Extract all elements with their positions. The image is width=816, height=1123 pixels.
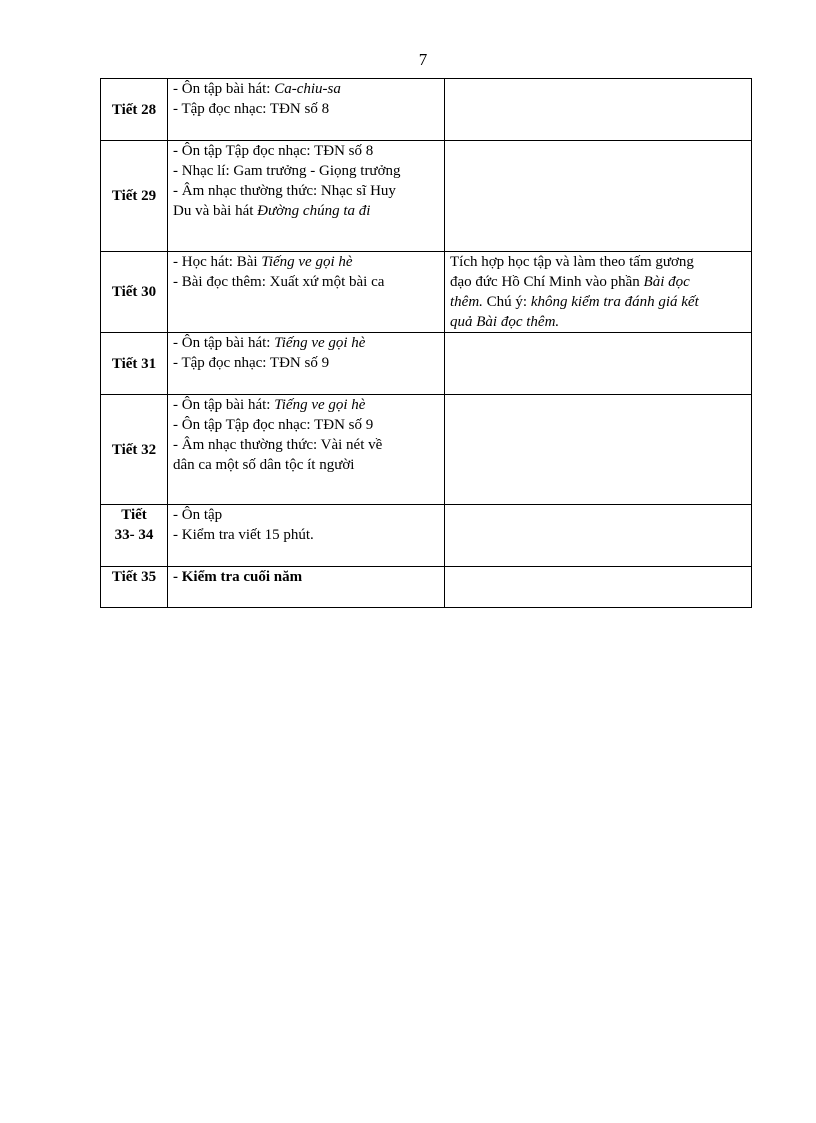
lesson-cell: Tiết 35 — [101, 567, 168, 608]
content-line: - Ôn tập — [173, 507, 223, 523]
content-cell — [168, 505, 445, 567]
table-row — [101, 395, 752, 505]
lesson-cell: Tiết 28 — [101, 79, 168, 141]
lesson-cell: Tiết 31 — [101, 333, 168, 395]
content-line: Du và bài hát Đường chúng ta đi — [173, 203, 371, 219]
table-row — [101, 505, 752, 567]
content-cell — [168, 141, 445, 252]
content-line: - Ôn tập bài hát: Tiếng ve gọi hè — [173, 335, 366, 351]
lesson-cell: Tiết 33- 34 — [101, 505, 168, 567]
content-cell — [168, 395, 445, 505]
note-cell — [445, 79, 752, 141]
note-line: thêm. Chú ý: không kiểm tra đánh giá kết — [450, 294, 699, 310]
note-cell — [445, 333, 752, 395]
content-line: dân ca một số dân tộc ít người — [173, 457, 355, 473]
table-row — [101, 141, 752, 252]
content-line: - Âm nhạc thường thức: Nhạc sĩ Huy — [173, 183, 396, 199]
content-line: - Nhạc lí: Gam trưởng - Giọng trưởng — [173, 163, 401, 179]
note-cell — [445, 505, 752, 567]
note-line: quả Bài đọc thêm. — [450, 314, 560, 330]
content-line: - Ôn tập bài hát: Tiếng ve gọi hè — [173, 397, 366, 413]
note-cell — [445, 252, 752, 333]
content-cell — [168, 79, 445, 141]
lesson-cell: Tiết 29 — [101, 141, 168, 252]
content-line: - Bài đọc thêm: Xuất xứ một bài ca — [173, 274, 385, 290]
content-line: - Ôn tập Tập đọc nhạc: TĐN số 8 — [173, 143, 374, 159]
content-line: - Học hát: Bài Tiếng ve gọi hè — [173, 254, 353, 270]
lesson-cell: Tiết 32 — [101, 395, 168, 505]
note-cell — [445, 141, 752, 252]
content-line: - Kiểm tra cuối năm — [173, 569, 303, 585]
content-line: - Tập đọc nhạc: TĐN số 8 — [173, 101, 330, 117]
content-cell — [168, 567, 445, 608]
page-number: 7 — [418, 50, 428, 69]
lesson-schedule-table — [100, 78, 752, 608]
note-cell — [445, 395, 752, 505]
content-line: - Ôn tập Tập đọc nhạc: TĐN số 9 — [173, 417, 374, 433]
content-line: - Kiểm tra viết 15 phút. — [173, 527, 314, 543]
table-row — [101, 79, 752, 141]
content-cell — [168, 333, 445, 395]
content-cell — [168, 252, 445, 333]
lesson-cell: Tiết 30 — [101, 252, 168, 333]
table-row — [101, 333, 752, 395]
note-line: Tích hợp học tập và làm theo tấm gương — [450, 254, 694, 270]
table-row — [101, 252, 752, 333]
content-line: - Ôn tập bài hát: Ca-chiu-sa — [173, 81, 341, 97]
note-line: đạo đức Hồ Chí Minh vào phần Bài đọc — [450, 274, 690, 290]
content-line: - Tập đọc nhạc: TĐN số 9 — [173, 355, 330, 371]
table-row — [101, 567, 752, 608]
note-cell — [445, 567, 752, 608]
content-line: - Âm nhạc thường thức: Vài nét về — [173, 437, 383, 453]
